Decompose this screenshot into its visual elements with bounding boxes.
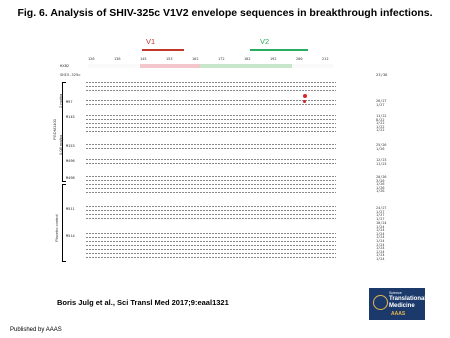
count-group: 12/23 11/23	[376, 158, 387, 166]
dose-label: 2 mg/kg	[58, 93, 63, 108]
position-label: 182	[244, 57, 251, 61]
journal-logo: Science Translational Medicine AAAS	[369, 288, 425, 320]
treated-group-label: PGDM1400	[52, 119, 57, 140]
position-label: 153	[166, 57, 173, 61]
shiv-count: 23/36	[376, 72, 388, 77]
position-label: 145	[140, 57, 147, 61]
v2-region-label: V2	[260, 37, 270, 46]
animal-id: M498	[66, 176, 75, 180]
count-group: 10/24 1/24 1/24 1/24 1/24 1/24 1/24 1/24 1/24 1/24 1/24	[376, 221, 387, 261]
v2-region-bar	[250, 49, 308, 51]
position-label: 136	[114, 57, 121, 61]
count-group: 20/26 3/26 1/26 1/26 1/26	[376, 175, 387, 194]
sequence-rows	[86, 82, 366, 262]
citation: Boris Julg et al., Sci Transl Med 2017;9:eaal1321	[57, 298, 229, 307]
animal-id: M511	[66, 207, 75, 211]
position-label: 192	[270, 57, 277, 61]
position-label: 212	[322, 57, 329, 61]
placebo-bracket	[62, 184, 66, 262]
position-label: 126	[88, 57, 95, 61]
figure-title: Fig. 6. Analysis of SHIV-325c V1V2 envelope sequences in breakthrough infections.	[17, 7, 433, 19]
hxb2-label: HXB2	[60, 63, 70, 68]
placebo-group-label: Placebo control	[54, 214, 59, 242]
animal-id: M97	[66, 100, 73, 104]
position-numbers	[58, 57, 396, 62]
published-by: Published by AAAS	[10, 327, 62, 333]
journal-emblem-icon	[373, 295, 388, 310]
shiv-label: SHIV-325c	[60, 72, 81, 77]
count-group: 25/26 1/26	[376, 143, 387, 151]
count-group: 26/27 1/27	[376, 99, 387, 107]
position-label: 162	[192, 57, 199, 61]
hxb2-sequence	[88, 64, 333, 68]
animal-id: M145	[66, 115, 75, 119]
position-label: 200	[296, 57, 303, 61]
v1-region-label: V1	[146, 37, 156, 46]
dose-label: 0.08 mg/kg	[58, 135, 63, 155]
animal-id: M496	[66, 159, 75, 163]
position-label: 172	[218, 57, 225, 61]
animal-id: M153	[66, 144, 75, 148]
animal-id: M514	[66, 234, 75, 238]
mutation-marker	[303, 100, 306, 103]
count-group: 11/22 8/22 1/22 1/22 1/22	[376, 114, 387, 133]
mutation-marker	[303, 94, 307, 98]
sequence-alignment-figure	[52, 37, 396, 261]
count-group: 24/27 1/27 1/27 1/27	[376, 206, 387, 221]
v1-region-bar	[142, 49, 184, 51]
